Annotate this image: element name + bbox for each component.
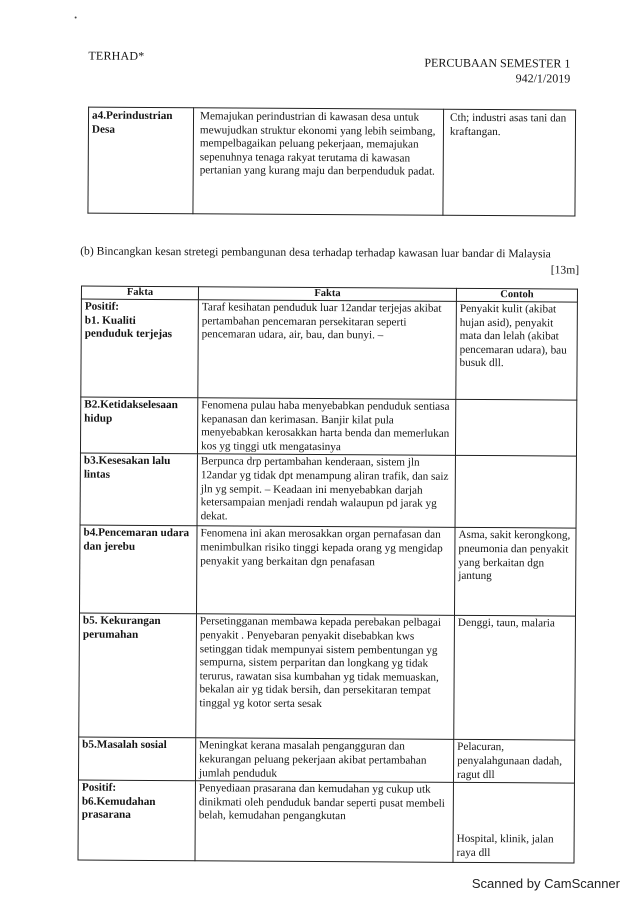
- header-fakta-2: Fakta: [198, 287, 456, 302]
- impact-table: [77, 286, 578, 864]
- row-label: b3.Kesesakan lalu lintas: [80, 453, 197, 526]
- row-contoh: Denggi, taun, malaria: [454, 616, 576, 741]
- table-row: [88, 107, 576, 216]
- row-fakta: Meningkat kerana masalah pengangguran dan kekurangan peluang pekerjaan akibat pertambahan jumlah penduduk: [195, 738, 453, 782]
- table-row: [80, 453, 576, 528]
- strategy-table: [87, 107, 576, 217]
- table-row: [79, 525, 576, 616]
- row-contoh: Penyakit kulit (akibat hujan asid), penyakit mata dan lelah (akibat pencemaran udara), bau busuk dll.: [456, 301, 578, 400]
- row-contoh: [455, 399, 576, 456]
- question-b: (b) Bincangkan kesan stretegi pembangunan desa terhadap terhadap kawasan luar bandar di Malaysia: [80, 244, 551, 261]
- table-row: [79, 613, 576, 740]
- row-label: b5. Kekurangan perumahan: [79, 613, 197, 738]
- row-contoh: Pelacuran, penyalahgunaan dadah, ragut dll: [453, 740, 574, 784]
- row-fakta: Penyediaan prasarana dan kemudahan yg cukup utk dinikmati oleh penduduk bandar seperti pusat membeli belah, kemudahan pengangkutan: [195, 781, 453, 863]
- strategy-label-cell: a4.Perindustrian Desa: [88, 107, 194, 214]
- table-row: [78, 780, 574, 863]
- row-label: Positif: b1. Kualiti penduduk terjejas: [81, 299, 199, 398]
- row-contoh: Hospital, klinik, jalan raya dll: [453, 782, 574, 863]
- strategy-contoh-cell: Cth; industri asas tani dan kraftangan.: [443, 109, 576, 216]
- scan-speck: [75, 16, 77, 18]
- header-exam-title: PERCUBAAN SEMESTER 1: [424, 55, 571, 71]
- row-fakta: Taraf kesihatan penduduk luar 12andar terjejas akibat pertambahan pencemaran persekitaran seperti pencemaran udara, air, bau, dan bunyi. –: [198, 300, 457, 400]
- row-contoh: Asma, sakit kerongkong, pneumonia dan penyakit yang berkaitan dgn jantung: [454, 528, 576, 617]
- header-paper-code: 942/1/2019: [515, 71, 571, 86]
- row-fakta: Berpunca drp pertambahan kenderaan, sistem jln 12andar yg tidak dpt menampung aliran trafik, dan saiz jln yg sempit. – Keadaan ini menyebabkan darjah ketersampaian menjadi rendah walaupun pd jarak yg dekat.: [197, 454, 455, 528]
- table-row: [78, 737, 574, 783]
- row-label: b5.Masalah sosial: [78, 737, 195, 780]
- table-row: [81, 299, 578, 400]
- question-marks: [13m]: [550, 263, 580, 277]
- header-fakta-1: Fakta: [81, 286, 198, 300]
- row-fakta: Fenomena ini akan merosakkan organ pernafasan dan menimbulkan risiko tinggi kepada orang yg mengidap penyakit yang berkaitan dgn penafasan: [196, 526, 455, 616]
- header-exam-info: [424, 56, 570, 87]
- row-fakta: Persetingganan membawa kepada perebakan pelbagai penyakit . Penyebaran penyakit disebabkan kws setinggan tidak mempunyai sistem pembentungan yg sempurna, sistem perparitan dan longkang yg tidak terurus, rawatan sisa kumbahan yg tidak memuaskan, bekalan air yg tidak bersih, dan persekitaran tempat tinggal yg kotor serta sesak: [196, 614, 455, 740]
- strategy-fakta-cell: Memajukan perindustrian di kawasan desa untuk mewujudkan struktur ekonomi yang lebih seimbang, mempelbagaikan peluang pekerjaan, memajukan sepenuhnya tenaga rakyat terutama di kawasan pertanian yang kurang maju dan berpenduduk padat.: [193, 108, 444, 216]
- header-classification: TERHAD*: [88, 48, 145, 63]
- row-label: b4.Pencemaran udara dan jerebu: [79, 525, 197, 614]
- row-fakta: Fenomena pulau haba menyebabkan penduduk sentiasa kepanasan dan kerimasan. Banjir kilat pula menyebabkan kerosakkan harta benda dan memerlukan kos yg tinggi utk mengatasinya: [197, 398, 455, 456]
- row-contoh: [455, 456, 576, 529]
- scanner-watermark: Scanned by CamScanner: [471, 876, 620, 891]
- table-row: [80, 397, 576, 456]
- row-label: Positif: b6.Kemudahan prasarana: [78, 780, 195, 861]
- header-contoh: Contoh: [456, 288, 577, 302]
- row-label: B2.Ketidakselesaan hidup: [80, 397, 197, 454]
